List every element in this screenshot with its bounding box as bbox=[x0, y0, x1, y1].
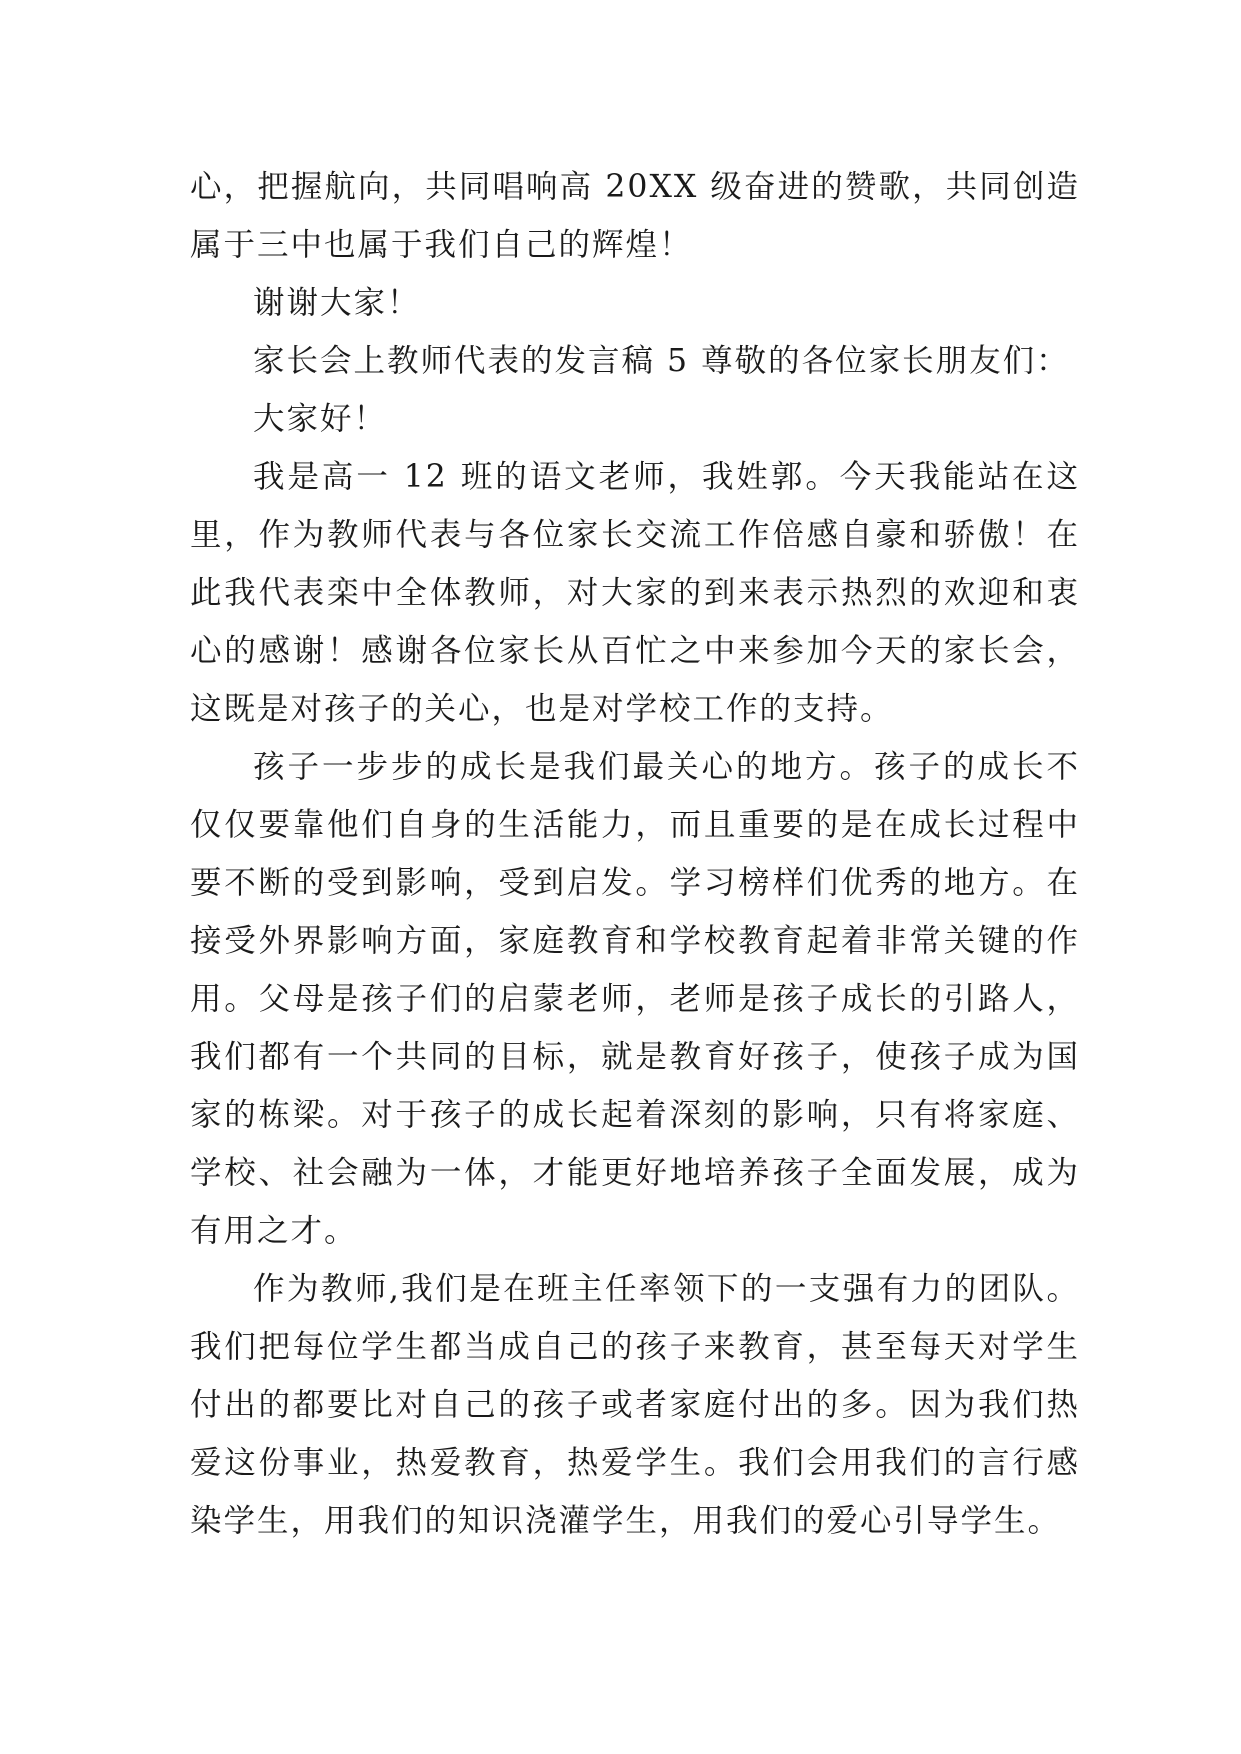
paragraph: 心，把握航向，共同唱响高 20XX 级奋进的赞歌，共同创造属于三中也属于我们自己的辉煌！ bbox=[190, 169, 1080, 263]
paragraph: 作为教师,我们是在班主任率领下的一支强有力的团队。我们把每位学生都当成自己的孩子来教育，甚至每天对学生付出的都要比对自己的孩子或者家庭付出的多。因为我们热爱这份事业，热爱教育，热爱学生。我们会用我们的言行感染学生，用我们的知识浇灌学生，用我们的爱心引导学生。 bbox=[190, 1271, 1080, 1539]
document-body bbox=[190, 158, 1080, 1550]
paragraph: 我是高一 12 班的语文老师，我姓郭。今天我能站在这里，作为教师代表与各位家长交流工作倍感自豪和骄傲！在此我代表栾中全体教师，对大家的到来表示热烈的欢迎和衷心的感谢！感谢各位家长从百忙之中来参加今天的家长会，这既是对孩子的关心，也是对学校工作的支持。 bbox=[190, 459, 1080, 727]
paragraph: 孩子一步步的成长是我们最关心的地方。孩子的成长不仅仅要靠他们自身的生活能力，而且重要的是在成长过程中要不断的受到影响，受到启发。学习榜样们优秀的地方。在接受外界影响方面，家庭教育和学校教育起着非常关键的作用。父母是孩子们的启蒙老师，老师是孩子成长的引路人，我们都有一个共同的目标，就是教育好孩子，使孩子成为国家的栋梁。对于孩子的成长起着深刻的影响，只有将家庭、学校、社会融为一体，才能更好地培养孩子全面发展，成为有用之才。 bbox=[190, 749, 1080, 1249]
paragraph: 谢谢大家！ bbox=[253, 285, 421, 321]
section-heading-paragraph: 家长会上教师代表的发言稿 5 尊敬的各位家长朋友们： bbox=[253, 343, 1070, 379]
greeting-paragraph: 大家好！ bbox=[253, 401, 388, 437]
